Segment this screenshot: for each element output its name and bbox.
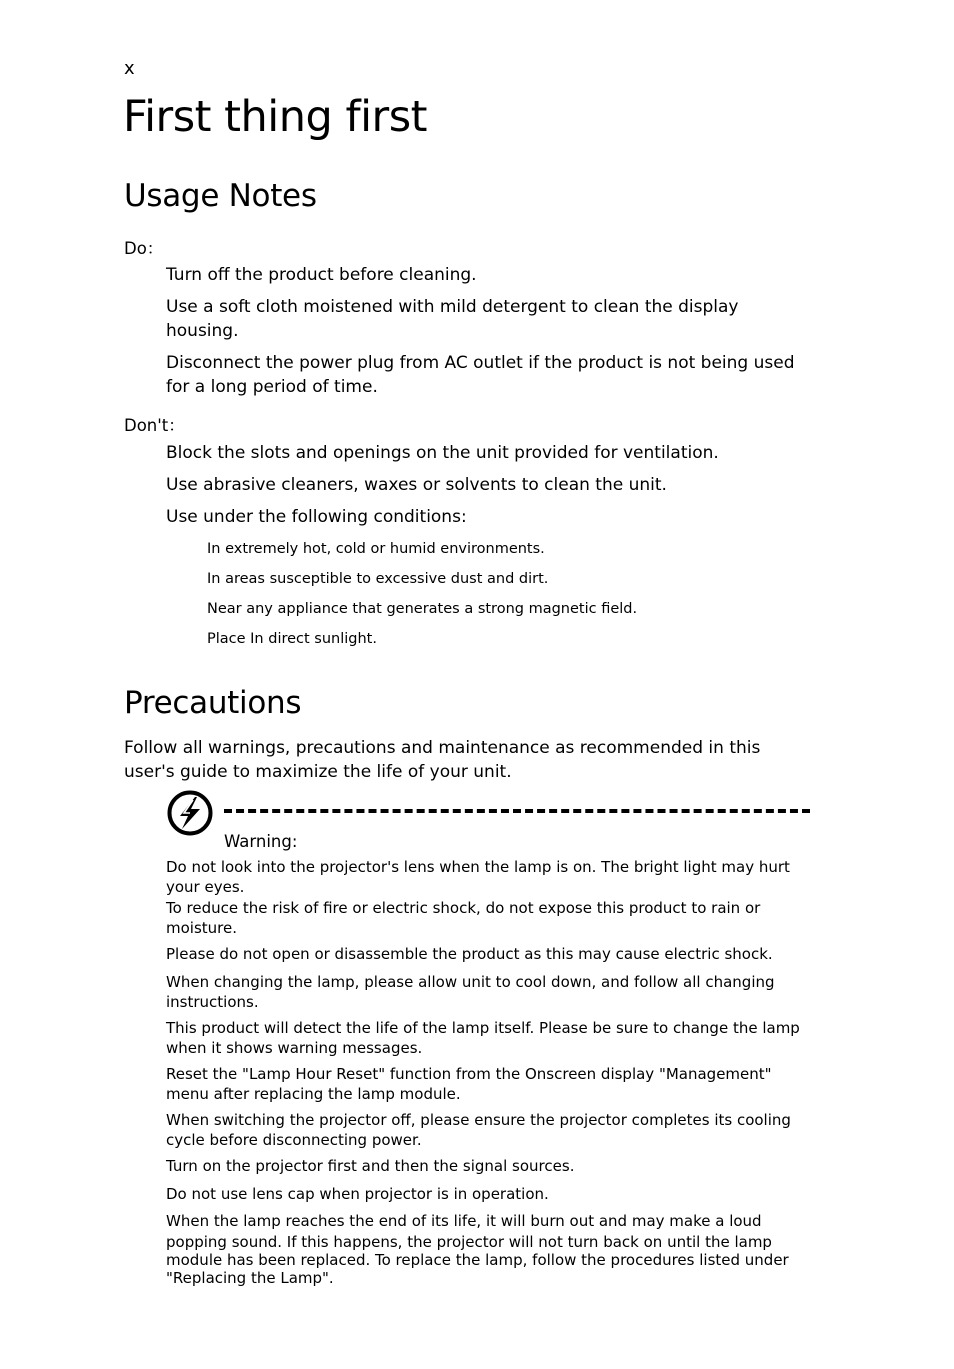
dont-item-2: Use abrasive cleaners, waxes or solvents to clean the unit.	[166, 475, 667, 495]
do-item-2-cont: housing.	[166, 321, 239, 341]
page-number: x	[124, 58, 135, 79]
warning-8-line-1: Turn on the projector first and then the signal sources.	[166, 1157, 575, 1175]
warning-5-line-1: This product will detect the life of the lamp itself. Please be sure to change the lamp	[166, 1019, 800, 1037]
warning-2-line-2: moisture.	[166, 919, 237, 937]
warning-6-line-1: Reset the "Lamp Hour Reset" function from the Onscreen display "Management"	[166, 1065, 772, 1083]
warning-label: Warning:	[224, 832, 298, 851]
warning-4-line-1: When changing the lamp, please allow unit to cool down, and follow all changing	[166, 973, 775, 991]
warning-divider	[224, 809, 810, 813]
usage-notes-heading: Usage Notes	[124, 178, 317, 214]
page-title: First thing first	[123, 92, 427, 142]
warning-7-line-1: When switching the projector off, please ensure the projector completes its cooling	[166, 1111, 791, 1129]
precautions-heading: Precautions	[124, 685, 302, 721]
warning-10-line-2: popping sound. If this happens, the projector will not turn back on until the lamp	[166, 1233, 772, 1251]
do-label: Do：	[124, 239, 164, 258]
warning-9-line-1: Do not use lens cap when projector is in operation.	[166, 1185, 549, 1203]
warning-7-line-2: cycle before disconnecting power.	[166, 1131, 422, 1149]
lightning-bolt-icon	[166, 789, 214, 837]
do-item-1: Turn off the product before cleaning.	[166, 265, 477, 285]
warning-4-line-2: instructions.	[166, 993, 259, 1011]
precautions-intro-line-1: Follow all warnings, precautions and maintenance as recommended in this	[124, 738, 761, 758]
warning-2-line-1: To reduce the risk of fire or electric shock, do not expose this product to rain or	[166, 899, 761, 917]
do-item-3-cont: for a long period of time.	[166, 377, 378, 397]
condition-1: In extremely hot, cold or humid environments.	[207, 541, 545, 557]
warning-3-line-1: Please do not open or disassemble the product as this may cause electric shock.	[166, 945, 773, 963]
warning-1-line-2: your eyes.	[166, 878, 245, 896]
dont-item-3: Use under the following conditions:	[166, 507, 467, 527]
warning-5-line-2: when it shows warning messages.	[166, 1039, 423, 1057]
condition-2: In areas susceptible to excessive dust and dirt.	[207, 571, 549, 587]
dont-item-1: Block the slots and openings on the unit provided for ventilation.	[166, 443, 719, 463]
warning-6-line-2: menu after replacing the lamp module.	[166, 1085, 461, 1103]
warning-10-line-3: module has been replaced. To replace the lamp, follow the procedures listed under	[166, 1251, 789, 1269]
warning-10-line-4: "Replacing the Lamp".	[166, 1269, 334, 1287]
warning-1-line-1: Do not look into the projector's lens when the lamp is on. The bright light may hurt	[166, 858, 790, 876]
dont-label: Don't：	[124, 416, 185, 435]
condition-3: Near any appliance that generates a strong magnetic field.	[207, 601, 638, 617]
condition-4: Place In direct sunlight.	[207, 631, 377, 647]
precautions-intro-line-2: user's guide to maximize the life of your unit.	[124, 762, 512, 782]
do-item-2: Use a soft cloth moistened with mild detergent to clean the display	[166, 297, 739, 317]
warning-10-line-1: When the lamp reaches the end of its life, it will burn out and may make a loud	[166, 1212, 762, 1230]
do-item-3: Disconnect the power plug from AC outlet if the product is not being used	[166, 353, 795, 373]
